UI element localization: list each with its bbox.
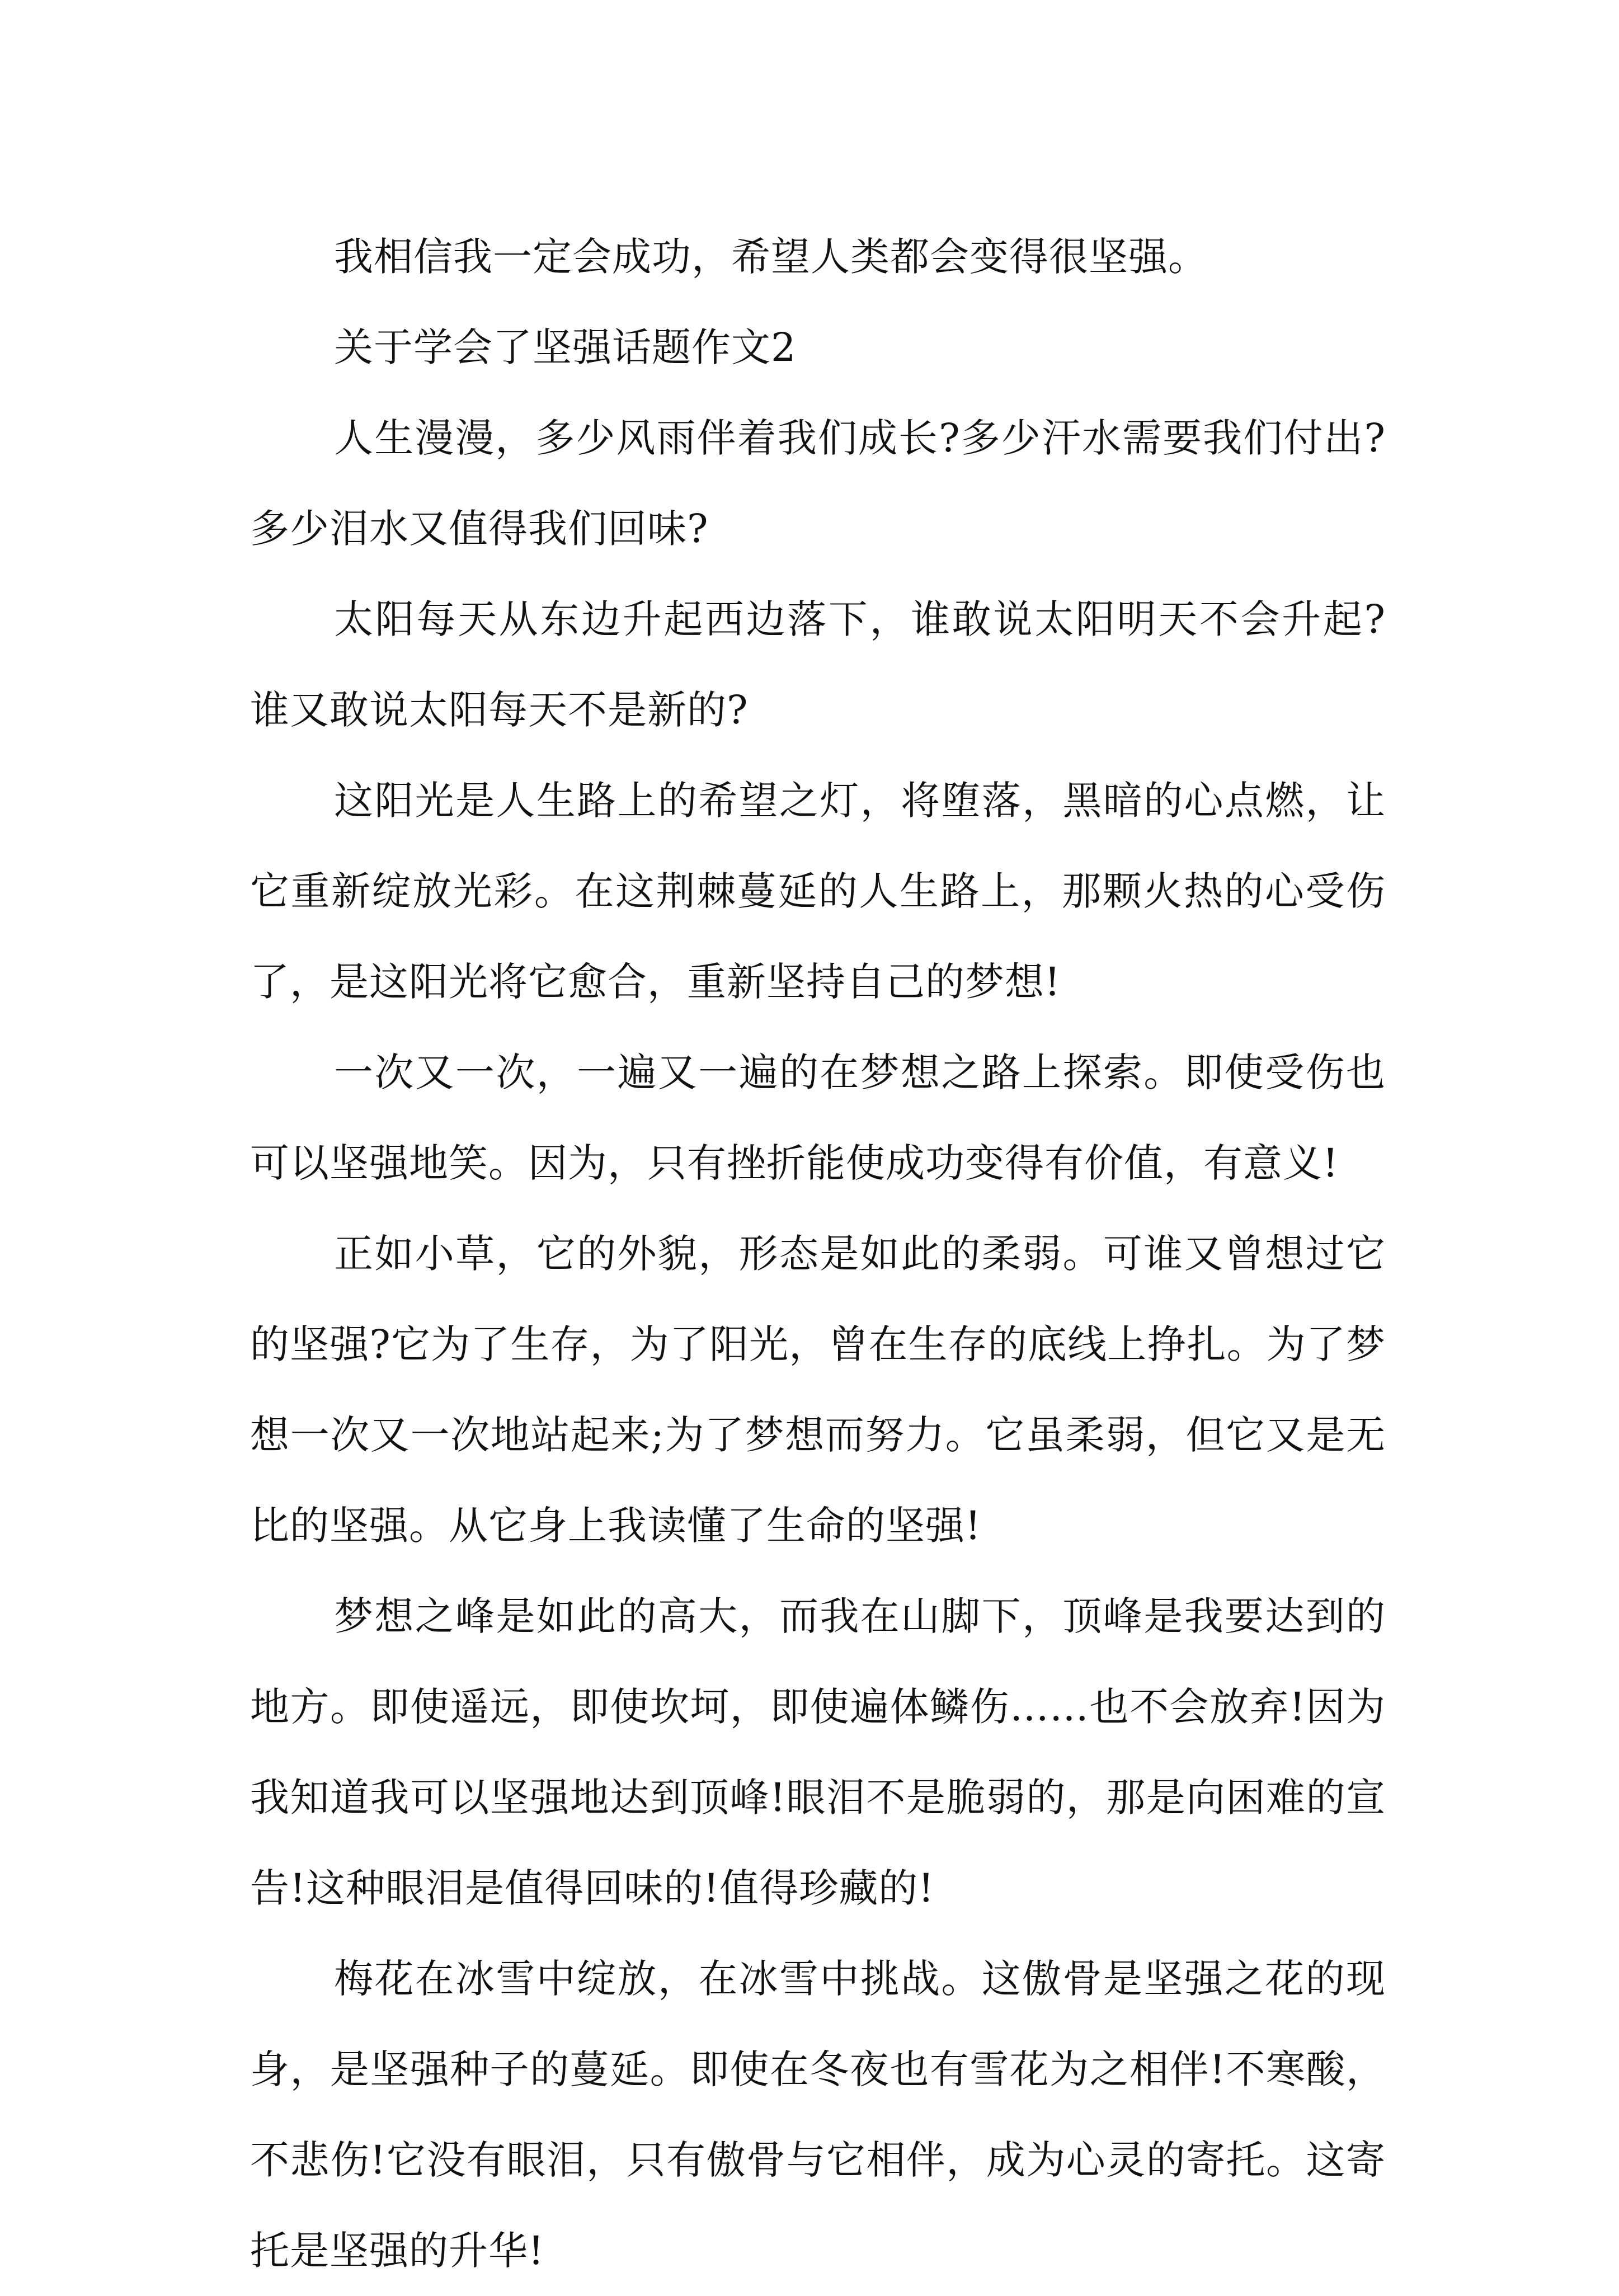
paragraph: 人生漫漫，多少风雨伴着我们成长?多少汗水需要我们付出?多少泪水又值得我们回味? xyxy=(250,415,1386,552)
paragraph: 正如小草，它的外貌，形态是如此的柔弱。可谁又曾想过它的坚强?它为了生存，为了阳光，曾在生存的底线上挣扎。为了梦想一次又一次地站起来;为了梦想而努力。它虽柔弱，但它又是无比的坚强。从它身上我读懂了生命的坚强! xyxy=(250,1231,1386,1549)
paragraph: 我相信我一定会成功，希望人类都会变得很坚强。 xyxy=(334,234,1208,280)
paragraph: 这阳光是人生路上的希望之灯，将堕落，黑暗的心点燃，让它重新绽放光彩。在这荆棘蔓延的人生路上，那颗火热的心受伤了，是这阳光将它愈合，重新坚持自己的梦想! xyxy=(250,778,1386,1005)
paragraph: 太阳每天从东边升起西边落下，谁敢说太阳明天不会升起?谁又敢说太阳每天不是新的? xyxy=(250,596,1386,733)
document-body xyxy=(250,211,1386,2296)
paragraph: 梅花在冰雪中绽放，在冰雪中挑战。这傲骨是坚强之花的现身，是坚强种子的蔓延。即使在冬夜也有雪花为之相伴!不寒酸，不悲伤!它没有眼泪，只有傲骨与它相伴，成为心灵的寄托。这寄托是坚强的升华! xyxy=(250,1956,1386,2274)
paragraph: 一次又一次，一遍又一遍的在梦想之路上探索。即使受伤也可以坚强地笑。因为，只有挫折能使成功变得有价值，有意义! xyxy=(250,1050,1386,1186)
section-title: 关于学会了坚强话题作文2 xyxy=(334,324,797,370)
paragraph: 梦想之峰是如此的高大，而我在山脚下，顶峰是我要达到的地方。即使遥远，即使坎坷，即使遍体鳞伤……也不会放弃!因为我知道我可以坚强地达到顶峰!眼泪不是脆弱的，那是向困难的宣告!这种眼泪是值得回味的!值得珍藏的! xyxy=(250,1593,1386,1911)
